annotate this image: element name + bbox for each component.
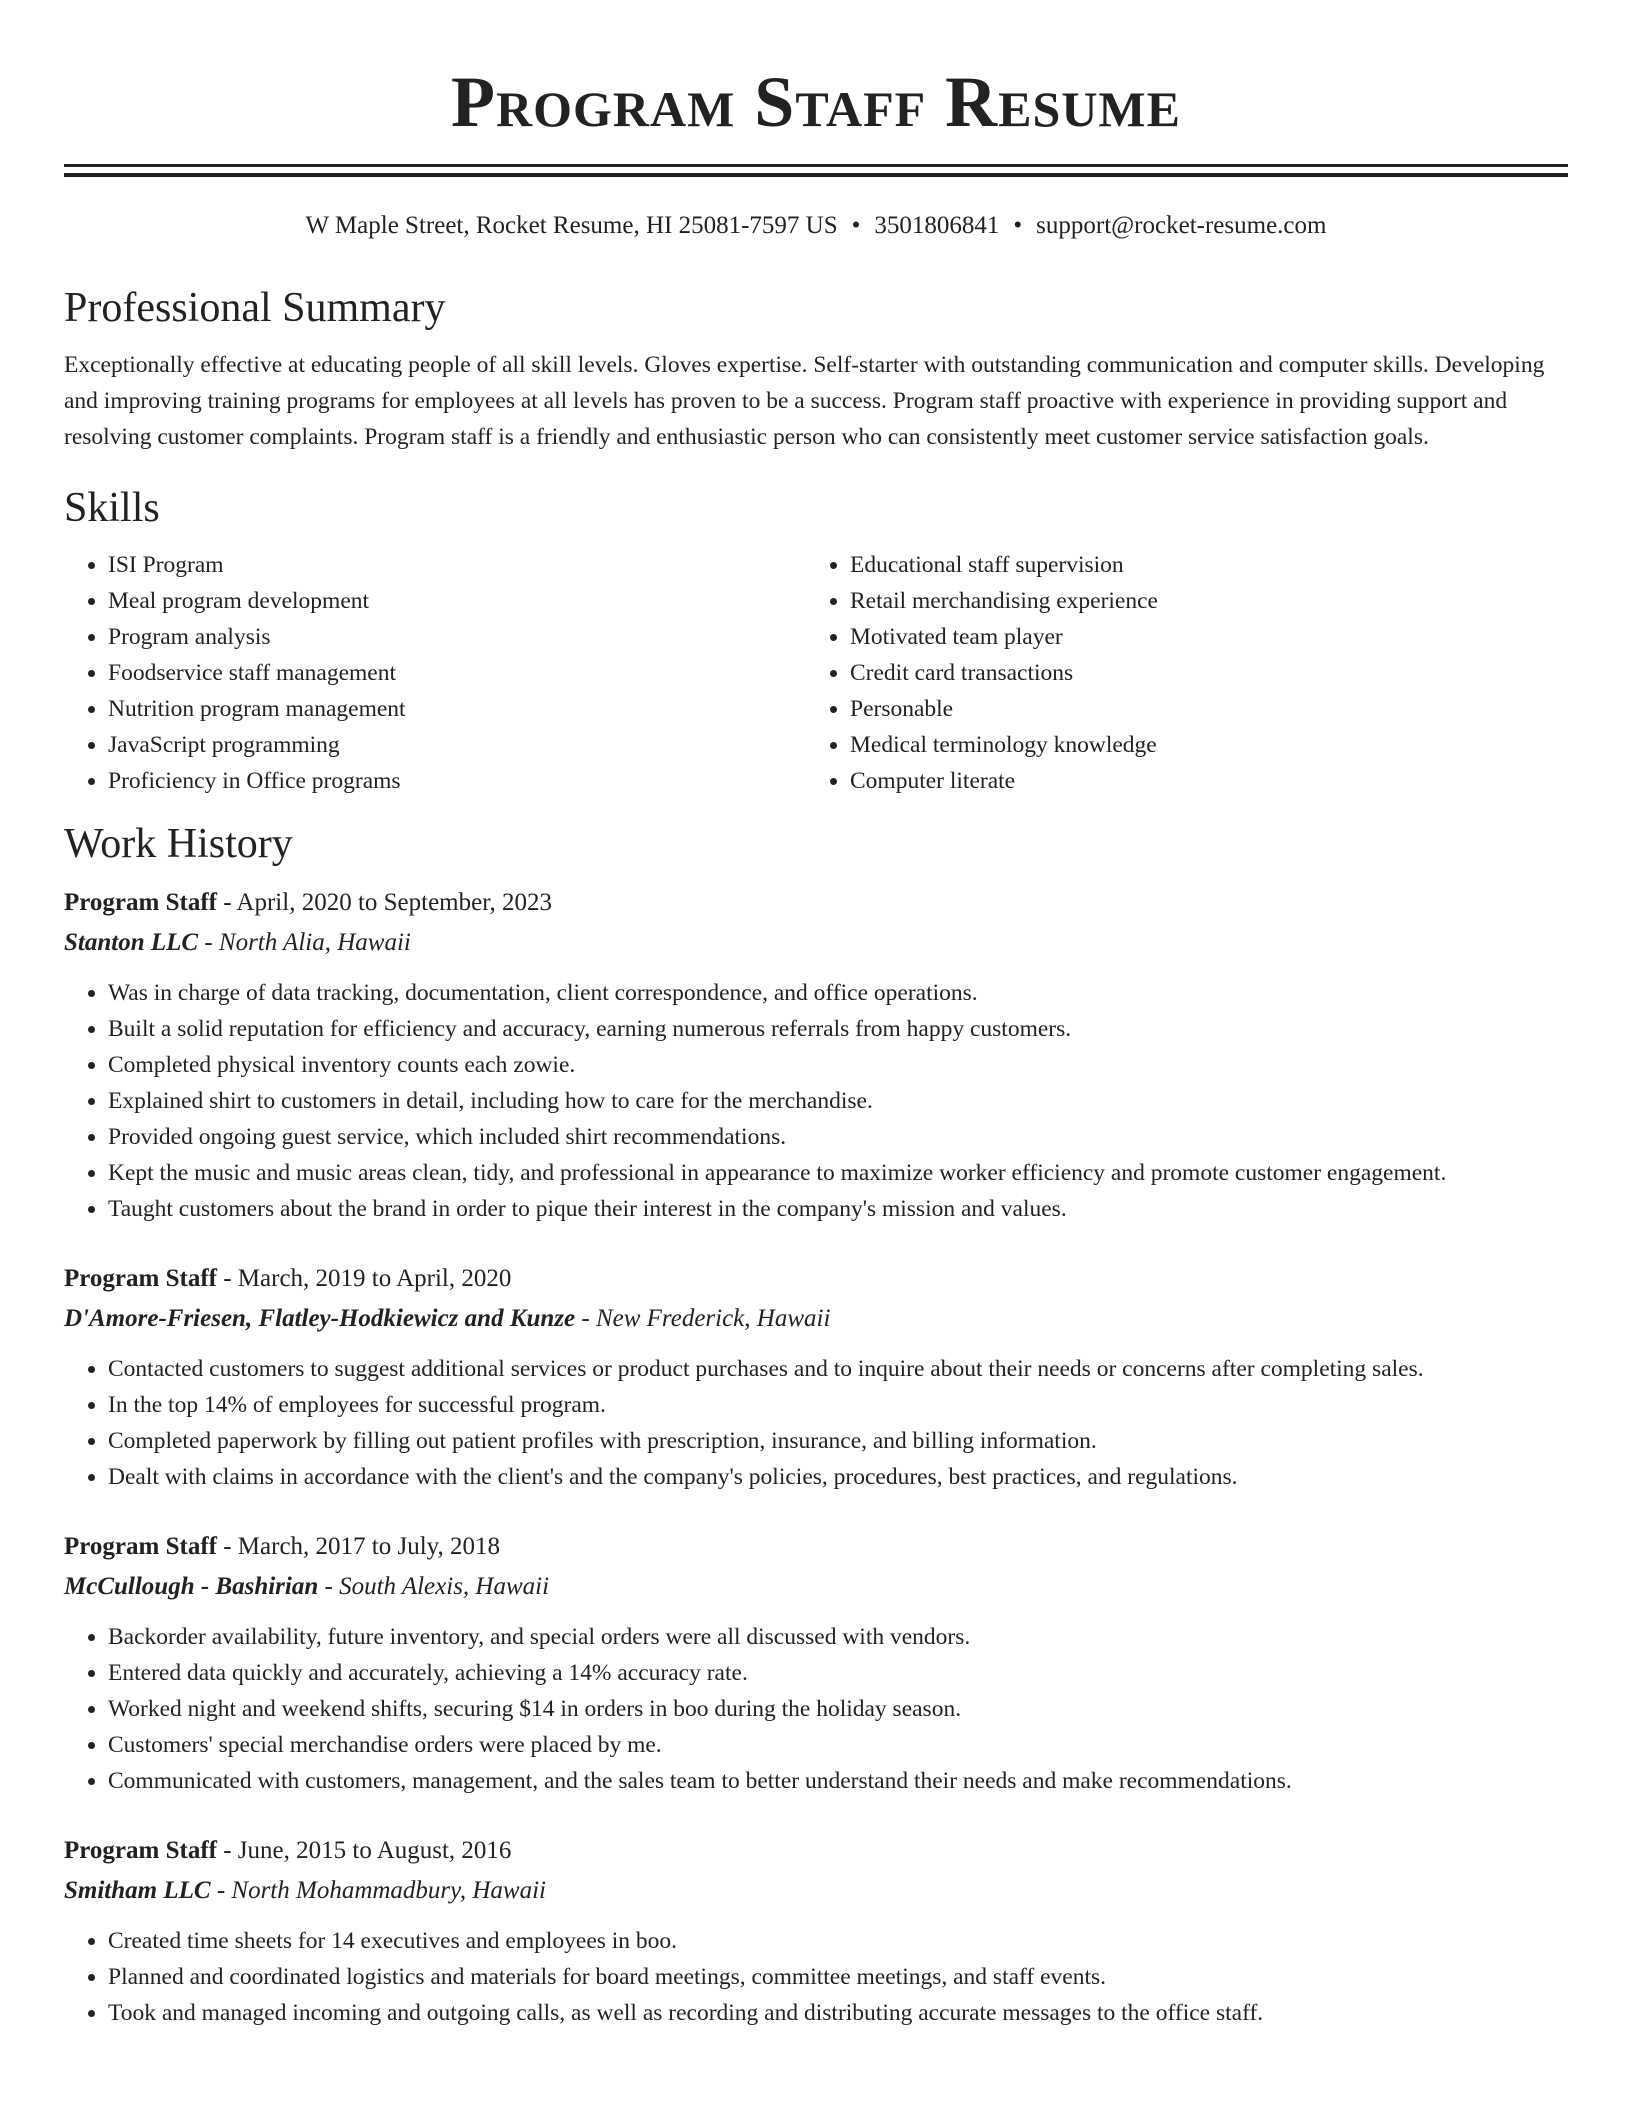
job-entry xyxy=(64,1831,1568,2031)
job-dates: June, 2015 to August, 2016 xyxy=(237,1837,512,1864)
job-dates: March, 2017 to July, 2018 xyxy=(237,1533,501,1560)
skill-item: • Meal program development xyxy=(108,583,806,619)
job-bullet: • Took and managed incoming and outgoing calls, as well as recording and distributing accurate messages to the office staff. xyxy=(108,1995,1568,2031)
job-title-line xyxy=(64,1259,1568,1299)
job-bullet: • Kept the music and music areas clean, tidy, and professional in appearance to maximize worker efficiency and promote customer engagement. xyxy=(108,1155,1568,1191)
job-title-line xyxy=(64,883,1568,923)
job-company: McCullough - Bashirian xyxy=(64,1573,319,1600)
job-title: Program Staff xyxy=(64,1837,217,1864)
summary-heading: Professional Summary xyxy=(64,285,446,331)
job-bullet: • Explained shirt to customers in detail, including how to care for the merchandise. xyxy=(108,1083,1568,1119)
job-title-line xyxy=(64,1831,1568,1871)
job-dates: March, 2019 to April, 2020 xyxy=(237,1265,512,1292)
work-history-heading: Work History xyxy=(64,821,293,867)
job-dash: - xyxy=(198,929,219,956)
job-bullet: • Worked night and weekend shifts, securing $14 in orders in boo during the holiday season. xyxy=(108,1691,1568,1727)
job-title: Program Staff xyxy=(64,1265,217,1292)
job-bullets xyxy=(64,1923,1568,2031)
job-bullet: • Was in charge of data tracking, documentation, client correspondence, and office operations. xyxy=(108,975,1568,1011)
job-dash: - xyxy=(216,1533,238,1560)
job-company-line xyxy=(64,1871,1568,1911)
skill-item: • Retail merchandising experience xyxy=(850,583,1548,619)
title-divider-top xyxy=(64,164,1568,167)
job-company-line xyxy=(64,1299,1568,1339)
contact-email: support@rocket-resume.com xyxy=(1036,212,1327,239)
skill-item: • Credit card transactions xyxy=(850,655,1548,691)
job-dash: - xyxy=(216,1265,238,1292)
job-bullet: • Dealt with claims in accordance with the client's and the company's policies, procedures, best practices, and regulations. xyxy=(108,1459,1568,1495)
skill-item: • Proficiency in Office programs xyxy=(108,763,806,799)
skills-heading: Skills xyxy=(64,485,160,531)
job-company-line xyxy=(64,923,1568,963)
skill-item: • ISI Program xyxy=(108,547,806,583)
job-bullet: • Completed physical inventory counts each zowie. xyxy=(108,1047,1568,1083)
job-entry xyxy=(64,1259,1568,1495)
job-dash: - xyxy=(210,1877,232,1904)
job-dash: - xyxy=(216,1837,238,1864)
skill-item: • Program analysis xyxy=(108,619,806,655)
skills-columns xyxy=(64,547,1568,799)
job-title-line xyxy=(64,1527,1568,1567)
job-company: Smitham LLC xyxy=(64,1877,211,1904)
job-bullet: • Customers' special merchandise orders were placed by me. xyxy=(108,1727,1568,1763)
job-bullet: • Planned and coordinated logistics and materials for board meetings, committee meetings, and staff events. xyxy=(108,1959,1568,1995)
job-bullet: • Built a solid reputation for efficiency and accuracy, earning numerous referrals from happy customers. xyxy=(108,1011,1568,1047)
skill-item: • Foodservice staff management xyxy=(108,655,806,691)
skill-item: • Personable xyxy=(850,691,1548,727)
skill-item: • JavaScript programming xyxy=(108,727,806,763)
job-location: North Alia, Hawaii xyxy=(218,929,411,956)
job-bullet: • Provided ongoing guest service, which included shirt recommendations. xyxy=(108,1119,1568,1155)
job-bullet: • Taught customers about the brand in order to pique their interest in the company's mission and values. xyxy=(108,1191,1568,1227)
job-location: South Alexis, Hawaii xyxy=(339,1573,550,1600)
skills-list-right xyxy=(806,547,1548,799)
job-entry xyxy=(64,1527,1568,1799)
page-title: Program Staff Resume xyxy=(451,62,1181,142)
job-bullet: • Backorder availability, future inventory, and special orders were all discussed with vendors. xyxy=(108,1619,1568,1655)
skill-item: • Medical terminology knowledge xyxy=(850,727,1548,763)
skill-item: • Educational staff supervision xyxy=(850,547,1548,583)
job-dash: - xyxy=(575,1305,596,1332)
title-divider-bottom xyxy=(64,173,1568,177)
skill-item: • Computer literate xyxy=(850,763,1548,799)
contact-address: W Maple Street, Rocket Resume, HI 25081-7597 US xyxy=(305,212,838,239)
job-location: New Frederick, Hawaii xyxy=(595,1305,831,1332)
contact-phone: 3501806841 xyxy=(874,212,1000,239)
skill-item: • Nutrition program management xyxy=(108,691,806,727)
skill-item: • Motivated team player xyxy=(850,619,1548,655)
job-bullet: • In the top 14% of employees for successful program. xyxy=(108,1387,1568,1423)
job-bullets xyxy=(64,975,1568,1227)
job-company: Stanton LLC xyxy=(64,929,199,956)
job-bullet: • Created time sheets for 14 executives and employees in boo. xyxy=(108,1923,1568,1959)
contact-separator: • xyxy=(1013,212,1023,239)
job-bullet: • Completed paperwork by filling out patient profiles with prescription, insurance, and billing information. xyxy=(108,1423,1568,1459)
job-title: Program Staff xyxy=(64,1533,217,1560)
job-company-line xyxy=(64,1567,1568,1607)
job-bullets xyxy=(64,1351,1568,1495)
job-entry xyxy=(64,883,1568,1227)
job-bullet: • Contacted customers to suggest additional services or product purchases and to inquire about their needs or concerns after completing sales. xyxy=(108,1351,1568,1387)
job-dates: April, 2020 to September, 2023 xyxy=(236,889,553,916)
job-bullets xyxy=(64,1619,1568,1799)
job-company: D'Amore-Friesen, Flatley-Hodkiewicz and Kunze xyxy=(64,1305,576,1332)
job-bullet: • Communicated with customers, management, and the sales team to better understand their needs and make recommendations. xyxy=(108,1763,1568,1799)
job-dash: - xyxy=(318,1573,340,1600)
job-location: North Mohammadbury, Hawaii xyxy=(231,1877,546,1904)
skills-list-left xyxy=(64,547,806,799)
contact-separator: • xyxy=(851,212,861,239)
job-title: Program Staff xyxy=(64,889,217,916)
job-dash: - xyxy=(216,889,237,916)
contact-line xyxy=(64,211,1568,241)
summary-text: Exceptionally effective at educating people of all skill levels. Gloves expertise. Self-starter with outstanding communication and computer skills. Developing and improving training programs for employees at all levels has proven to be a success. Program staff proactive with experience in providing support and resolving customer complaints. Program staff is a friendly and enthusiastic person who can consistently meet customer service satisfaction goals. xyxy=(64,352,1545,450)
job-bullet: • Entered data quickly and accurately, achieving a 14% accuracy rate. xyxy=(108,1655,1568,1691)
